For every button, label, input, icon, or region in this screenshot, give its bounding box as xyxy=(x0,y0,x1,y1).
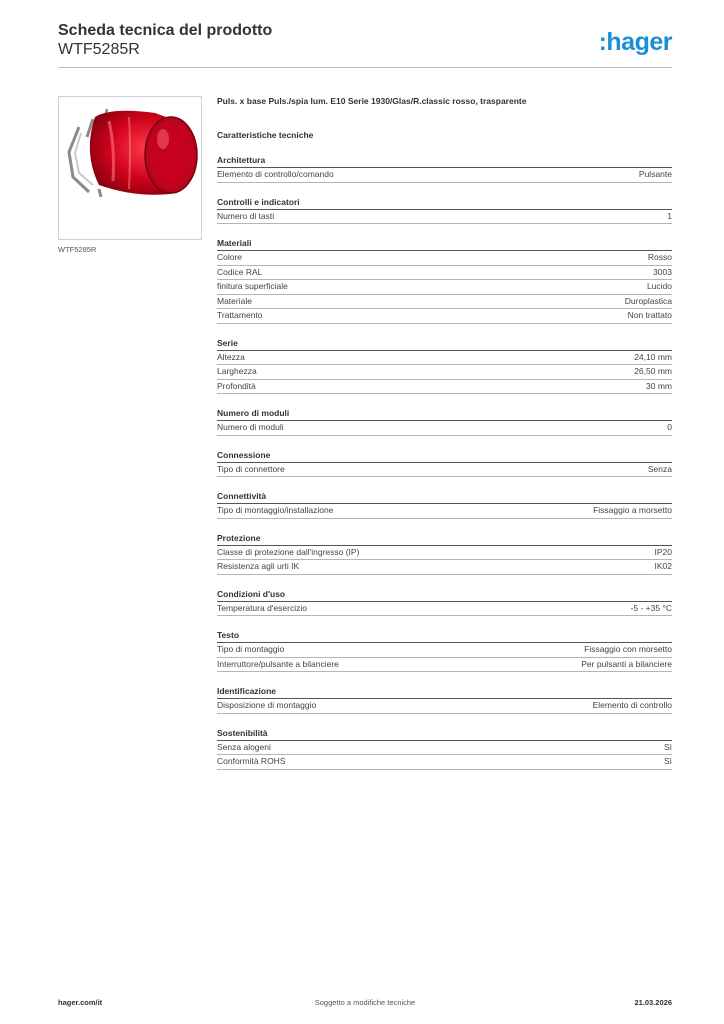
spec-row xyxy=(217,351,672,366)
spec-value: Duroplastica xyxy=(624,295,672,306)
spec-section xyxy=(217,728,672,770)
spec-row xyxy=(217,755,672,770)
spec-value: 26,50 mm xyxy=(634,366,672,376)
spec-value: 1 xyxy=(667,210,672,221)
spec-value: 0 xyxy=(667,422,672,432)
spec-label: Colore xyxy=(217,252,243,262)
footer-notice: Soggetto a modifiche tecniche xyxy=(314,998,416,1007)
page-header xyxy=(58,22,672,59)
section-title: Condizioni d'uso xyxy=(217,589,672,602)
spec-row xyxy=(217,546,672,561)
spec-section xyxy=(217,686,672,714)
spec-section xyxy=(217,197,672,225)
spec-row xyxy=(217,380,672,395)
section-title: Connettività xyxy=(217,491,672,504)
footer-website-link[interactable]: hager.com/it xyxy=(58,998,103,1007)
spec-section xyxy=(217,589,672,617)
header-divider xyxy=(58,67,672,68)
spec-label: Conformità ROHS xyxy=(217,756,286,766)
spec-section xyxy=(217,155,672,183)
product-code: WTF5285R xyxy=(58,41,140,58)
spec-label: Tipo di connettore xyxy=(217,463,285,474)
section-title: Testo xyxy=(217,630,672,643)
spec-row xyxy=(217,421,672,436)
document-title: Scheda tecnica del prodotto xyxy=(58,22,273,39)
spec-section xyxy=(217,338,672,395)
section-title: Connessione xyxy=(217,450,672,463)
product-description: Puls. x base Puls./spia lum. E10 Serie 1930/Glas/R.classic rosso, trasparente xyxy=(217,96,527,106)
spec-value: Fissaggio a morsetto xyxy=(593,505,672,515)
spec-value: Fissaggio con morsetto xyxy=(584,644,672,654)
spec-row xyxy=(217,251,672,266)
spec-row xyxy=(217,266,672,281)
spec-row xyxy=(217,309,672,324)
spec-value: Sì xyxy=(663,741,672,752)
spec-value: Pulsante xyxy=(638,169,672,179)
spec-label: finitura superficiale xyxy=(217,281,288,291)
spec-value: Lucido xyxy=(646,281,672,291)
spec-value: 3003 xyxy=(653,266,672,277)
spec-label: Altezza xyxy=(217,351,245,362)
spec-label: Codice RAL xyxy=(217,266,263,277)
spec-row xyxy=(217,295,672,310)
spec-row xyxy=(217,602,672,617)
spec-value: Senza xyxy=(647,463,672,474)
spec-row xyxy=(217,658,672,673)
spec-row xyxy=(217,463,672,478)
spec-label: Numero di tasti xyxy=(217,210,275,221)
spec-label: Elemento di controllo/comando xyxy=(217,169,334,179)
spec-label: Senza alogeni xyxy=(217,741,271,752)
spec-value: -5 - +35 °C xyxy=(630,602,672,613)
image-caption: WTF5285R xyxy=(58,245,97,254)
spec-row xyxy=(217,168,672,183)
spec-content xyxy=(217,96,672,770)
product-image xyxy=(58,96,202,240)
spec-section xyxy=(217,533,672,575)
spec-label: Tipo di montaggio xyxy=(217,644,285,654)
spec-row xyxy=(217,210,672,225)
spec-row xyxy=(217,280,672,295)
spec-label: Disposizione di montaggio xyxy=(217,700,317,710)
spec-section xyxy=(217,491,672,519)
section-title: Controlli e indicatori xyxy=(217,197,672,210)
spec-row xyxy=(217,365,672,380)
section-title: Materiali xyxy=(217,238,672,251)
push-button-illustration-icon xyxy=(59,97,201,239)
spec-heading: Caratteristiche tecniche xyxy=(217,130,314,140)
spec-row xyxy=(217,699,672,714)
spec-section xyxy=(217,450,672,478)
section-title: Serie xyxy=(217,338,672,351)
spec-label: Temperatura d'esercizio xyxy=(217,602,307,613)
spec-row xyxy=(217,560,672,575)
spec-row xyxy=(217,741,672,756)
footer-date: 21.03.2026 xyxy=(634,998,672,1007)
spec-value: IP20 xyxy=(654,546,672,557)
spec-value: 24,10 mm xyxy=(634,351,672,362)
spec-label: Classe di protezione dall'ingresso (IP) xyxy=(217,546,360,557)
section-title: Protezione xyxy=(217,533,672,546)
spec-label: Larghezza xyxy=(217,366,257,376)
section-title: Numero di moduli xyxy=(217,408,672,421)
spec-label: Numero di moduli xyxy=(217,422,284,432)
spec-label: Profondità xyxy=(217,380,256,391)
spec-row xyxy=(217,504,672,519)
section-title: Architettura xyxy=(217,155,672,168)
spec-value: Per pulsanti a bilanciere xyxy=(581,658,672,669)
spec-value: IK02 xyxy=(654,561,672,571)
spec-label: Materiale xyxy=(217,295,252,306)
spec-value: Sì xyxy=(663,756,672,766)
section-title: Identificazione xyxy=(217,686,672,699)
hager-logo: :hager xyxy=(598,28,672,56)
section-title: Sostenibilità xyxy=(217,728,672,741)
spec-label: Trattamento xyxy=(217,310,263,320)
spec-value: Elemento di controllo xyxy=(592,700,672,710)
spec-value: Rosso xyxy=(647,252,672,262)
spec-section xyxy=(217,630,672,672)
spec-section xyxy=(217,408,672,436)
spec-value: 30 mm xyxy=(646,380,672,391)
spec-section xyxy=(217,238,672,324)
spec-label: Resistenza agli urti IK xyxy=(217,561,300,571)
spec-sections xyxy=(217,155,672,770)
spec-label: Tipo di montaggio/installazione xyxy=(217,505,334,515)
spec-value: Non trattato xyxy=(627,310,672,320)
spec-row xyxy=(217,643,672,658)
spec-label: Interruttore/pulsante a bilanciere xyxy=(217,658,339,669)
